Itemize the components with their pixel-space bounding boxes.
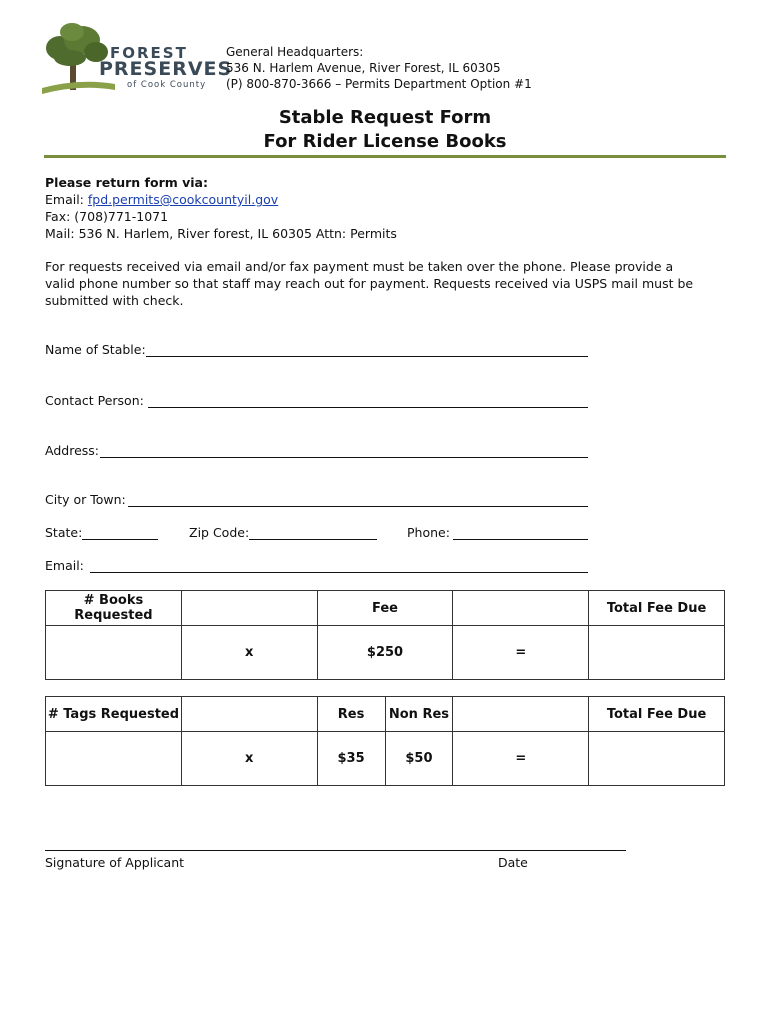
address-line: General Headquarters: — [226, 45, 364, 59]
equals-sign: = — [453, 732, 589, 786]
logo-line-1: FOREST — [110, 44, 188, 62]
tags-total-input[interactable] — [589, 732, 725, 786]
fax-line: Fax: (708)771-1071 — [45, 209, 169, 224]
stable-name-field[interactable] — [146, 356, 588, 357]
address-line: (P) 800-870-3666 – Permits Department Option #1 — [226, 77, 532, 91]
city-field[interactable] — [128, 506, 588, 507]
tags-quantity-input[interactable] — [46, 732, 182, 786]
total-fee-header: Total Fee Due — [589, 591, 725, 626]
phone-label: Phone: — [407, 525, 450, 540]
tags-requested-header: # Tags Requested — [46, 697, 182, 732]
table-row — [46, 626, 725, 680]
books-quantity-input[interactable] — [46, 626, 182, 680]
fee-header: Fee — [317, 591, 453, 626]
total-fee-header: Total Fee Due — [589, 697, 725, 732]
header-divider — [44, 155, 726, 158]
email-link[interactable]: fpd.permits@cookcountyil.gov — [87, 192, 279, 207]
table-cell — [181, 697, 317, 732]
books-total-input[interactable] — [589, 626, 725, 680]
non-res-header: Non Res — [385, 697, 453, 732]
fee-amount: $250 — [317, 626, 453, 680]
email-line — [45, 191, 397, 208]
return-info — [45, 174, 397, 242]
address-line: 536 N. Harlem Avenue, River Forest, IL 60305 — [226, 61, 501, 75]
res-fee-amount: $35 — [317, 732, 385, 786]
signature-label: Signature of Applicant — [45, 855, 185, 870]
stable-name-label: Name of Stable: — [45, 342, 146, 357]
table-cell — [181, 591, 317, 626]
instructions — [45, 258, 693, 309]
return-heading: Please return form via: — [45, 175, 208, 190]
table-cell — [453, 591, 589, 626]
contact-person-field[interactable] — [148, 407, 588, 408]
multiply-sign: x — [181, 732, 317, 786]
date-label: Date — [498, 855, 528, 870]
multiply-sign: x — [181, 626, 317, 680]
instruction-line: submitted with check. — [45, 293, 184, 308]
contact-person-label: Contact Person: — [45, 393, 144, 408]
table-cell — [453, 697, 589, 732]
mail-line: Mail: 536 N. Harlem, River forest, IL 60305 Attn: Permits — [45, 226, 397, 241]
state-label: State: — [45, 525, 83, 540]
state-field[interactable] — [82, 539, 158, 540]
table-header-row — [46, 591, 725, 626]
zip-label: Zip Code: — [189, 525, 250, 540]
non-res-fee-amount: $50 — [385, 732, 453, 786]
form-subtitle: For Rider License Books — [263, 131, 507, 152]
email-field-label: Email: — [45, 558, 84, 573]
address-field[interactable] — [100, 457, 588, 458]
books-requested-header: # Books Requested — [46, 591, 182, 626]
phone-field[interactable] — [453, 539, 588, 540]
books-fee-table — [45, 590, 725, 680]
logo-line-3: of Cook County — [127, 80, 207, 90]
table-header-row — [46, 697, 725, 732]
instruction-line: For requests received via email and/or fax payment must be taken over the phone. Please provide a — [45, 259, 674, 274]
equals-sign: = — [453, 626, 589, 680]
instruction-line: valid phone number so that staff may reach out for payment. Requests received via USPS mail must be — [45, 276, 694, 291]
res-header: Res — [317, 697, 385, 732]
zip-field[interactable] — [249, 539, 377, 540]
email-field[interactable] — [90, 572, 588, 573]
form-title: Stable Request Form — [278, 107, 492, 128]
table-row — [46, 732, 725, 786]
logo-line-2: PRESERVES — [99, 58, 233, 80]
signature-line[interactable] — [45, 850, 626, 851]
tree-logo-icon — [40, 18, 115, 96]
address-label: Address: — [45, 443, 99, 458]
email-label: Email: — [45, 192, 88, 207]
city-label: City or Town: — [45, 492, 126, 507]
tags-fee-table — [45, 696, 725, 786]
header-address — [226, 44, 532, 92]
